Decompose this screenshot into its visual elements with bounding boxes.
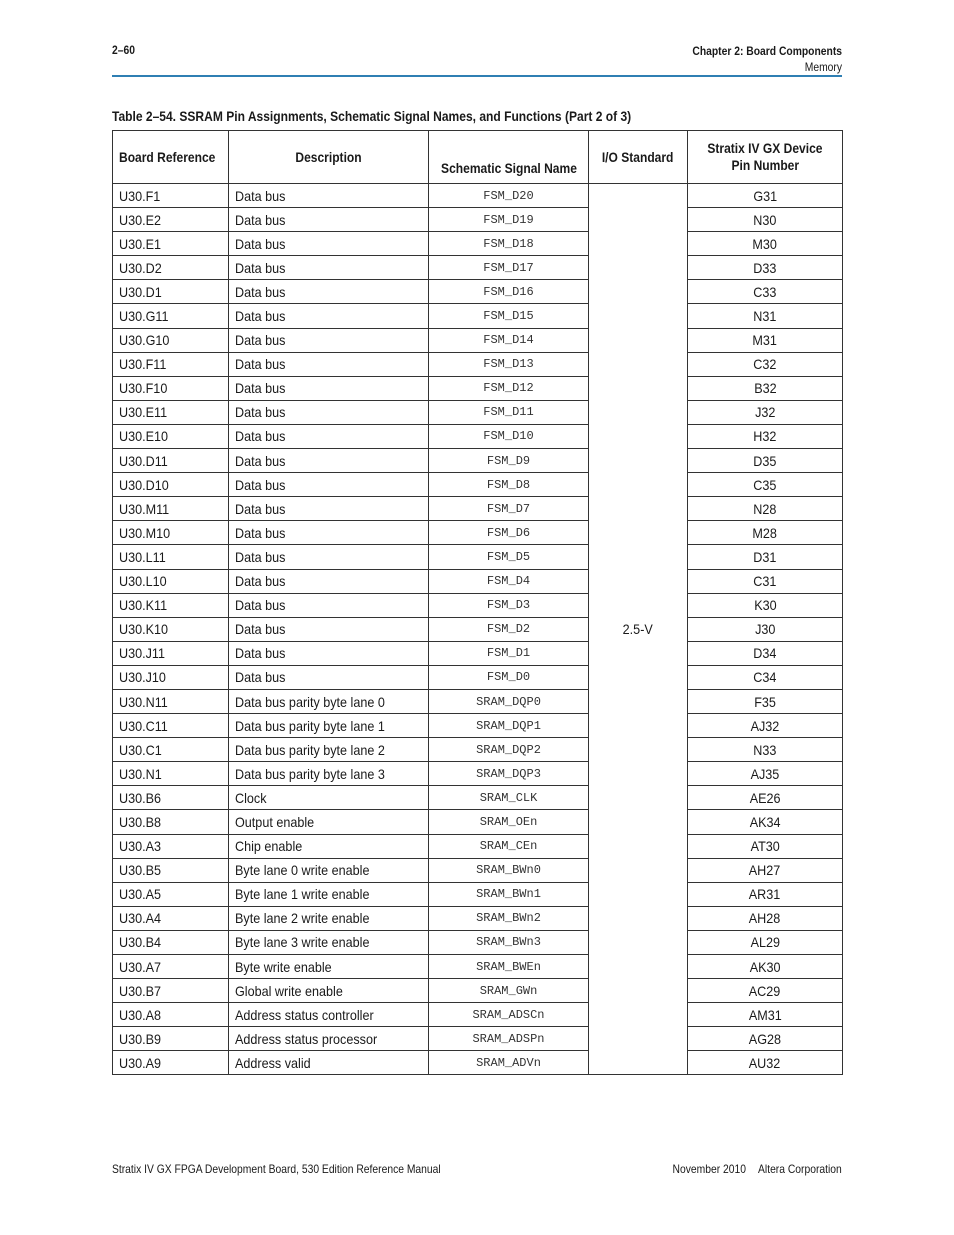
footer-date: November 2010 bbox=[672, 1162, 747, 1176]
table-row bbox=[113, 882, 843, 906]
description-cell: Byte lane 1 write enable bbox=[229, 882, 429, 906]
board-reference-cell: U30.D11 bbox=[113, 449, 229, 473]
signal-name-cell: FSM_D6 bbox=[429, 521, 589, 545]
description-cell: Data bus parity byte lane 3 bbox=[229, 762, 429, 786]
table-row bbox=[113, 617, 843, 641]
table-row bbox=[113, 665, 843, 689]
signal-name-cell: FSM_D4 bbox=[429, 569, 589, 593]
table-row bbox=[113, 497, 843, 521]
board-reference-cell: U30.D1 bbox=[113, 280, 229, 304]
description-cell: Data bus bbox=[229, 521, 429, 545]
table-row bbox=[113, 328, 843, 352]
pin-number-cell: D34 bbox=[688, 641, 843, 665]
signal-name-cell: FSM_D18 bbox=[429, 232, 589, 256]
board-reference-cell: U30.L10 bbox=[113, 569, 229, 593]
pin-number-cell: B32 bbox=[688, 376, 843, 400]
description-cell: Data bus parity byte lane 1 bbox=[229, 714, 429, 738]
description-cell: Data bus bbox=[229, 328, 429, 352]
board-reference-cell: U30.A3 bbox=[113, 834, 229, 858]
pin-number-cell: N28 bbox=[688, 497, 843, 521]
header-schematic-signal-name: Schematic Signal Name bbox=[429, 131, 589, 184]
description-cell: Byte lane 0 write enable bbox=[229, 858, 429, 882]
table-row bbox=[113, 979, 843, 1003]
table-row bbox=[113, 810, 843, 834]
board-reference-cell: U30.N1 bbox=[113, 762, 229, 786]
board-reference-cell: U30.L11 bbox=[113, 545, 229, 569]
board-reference-cell: U30.G11 bbox=[113, 304, 229, 328]
table-row bbox=[113, 930, 843, 954]
table-row bbox=[113, 400, 843, 424]
chapter-title: Chapter 2: Board Components bbox=[692, 44, 842, 58]
table-row bbox=[113, 569, 843, 593]
board-reference-cell: U30.K10 bbox=[113, 617, 229, 641]
board-reference-cell: U30.B4 bbox=[113, 930, 229, 954]
table-row bbox=[113, 641, 843, 665]
table-header-row bbox=[113, 131, 843, 184]
pin-number-cell: M28 bbox=[688, 521, 843, 545]
pin-number-cell: AK34 bbox=[688, 810, 843, 834]
table-row bbox=[113, 762, 843, 786]
table-row bbox=[113, 689, 843, 713]
description-cell: Data bus parity byte lane 2 bbox=[229, 738, 429, 762]
table-row bbox=[113, 1051, 843, 1075]
pin-number-cell: D35 bbox=[688, 449, 843, 473]
signal-name-cell: FSM_D14 bbox=[429, 328, 589, 352]
table-row bbox=[113, 786, 843, 810]
signal-name-cell: FSM_D2 bbox=[429, 617, 589, 641]
pin-number-cell: AT30 bbox=[688, 834, 843, 858]
board-reference-cell: U30.C11 bbox=[113, 714, 229, 738]
pin-number-cell: AK30 bbox=[688, 955, 843, 979]
description-cell: Data bus bbox=[229, 280, 429, 304]
description-cell: Data bus bbox=[229, 665, 429, 689]
pin-number-cell: F35 bbox=[688, 689, 843, 713]
board-reference-cell: U30.M11 bbox=[113, 497, 229, 521]
section-title: Memory bbox=[804, 60, 842, 74]
board-reference-cell: U30.E11 bbox=[113, 400, 229, 424]
board-reference-cell: U30.G10 bbox=[113, 328, 229, 352]
table-row bbox=[113, 208, 843, 232]
board-reference-cell: U30.F11 bbox=[113, 352, 229, 376]
board-reference-cell: U30.J10 bbox=[113, 665, 229, 689]
table-row bbox=[113, 545, 843, 569]
table-row bbox=[113, 352, 843, 376]
table-row bbox=[113, 714, 843, 738]
board-reference-cell: U30.F10 bbox=[113, 376, 229, 400]
table-row bbox=[113, 232, 843, 256]
description-cell: Data bus parity byte lane 0 bbox=[229, 689, 429, 713]
description-cell: Data bus bbox=[229, 304, 429, 328]
pin-number-cell: H32 bbox=[688, 424, 843, 448]
table-row bbox=[113, 256, 843, 280]
board-reference-cell: U30.B9 bbox=[113, 1027, 229, 1051]
signal-name-cell: SRAM_DQP3 bbox=[429, 762, 589, 786]
pin-number-cell: AH28 bbox=[688, 906, 843, 930]
table-row bbox=[113, 424, 843, 448]
signal-name-cell: FSM_D9 bbox=[429, 449, 589, 473]
description-cell: Chip enable bbox=[229, 834, 429, 858]
pin-number-cell: AM31 bbox=[688, 1003, 843, 1027]
table-row bbox=[113, 955, 843, 979]
description-cell: Data bus bbox=[229, 617, 429, 641]
signal-name-cell: SRAM_ADSPn bbox=[429, 1027, 589, 1051]
pin-number-cell: C35 bbox=[688, 473, 843, 497]
signal-name-cell: FSM_D15 bbox=[429, 304, 589, 328]
signal-name-cell: FSM_D13 bbox=[429, 352, 589, 376]
pin-number-cell: AR31 bbox=[688, 882, 843, 906]
pin-number-cell: AU32 bbox=[688, 1051, 843, 1075]
description-cell: Address status processor bbox=[229, 1027, 429, 1051]
pin-number-cell: G31 bbox=[688, 184, 843, 208]
pin-number-cell: C33 bbox=[688, 280, 843, 304]
table-row bbox=[113, 473, 843, 497]
board-reference-cell: U30.A9 bbox=[113, 1051, 229, 1075]
table-row bbox=[113, 593, 843, 617]
signal-name-cell: SRAM_BWEn bbox=[429, 955, 589, 979]
pin-number-cell: AH27 bbox=[688, 858, 843, 882]
page-number: 2–60 bbox=[112, 43, 135, 57]
board-reference-cell: U30.A7 bbox=[113, 955, 229, 979]
board-reference-cell: U30.B5 bbox=[113, 858, 229, 882]
signal-name-cell: FSM_D20 bbox=[429, 184, 589, 208]
pin-number-cell: AL29 bbox=[688, 930, 843, 954]
description-cell: Data bus bbox=[229, 473, 429, 497]
table-body bbox=[113, 184, 843, 1075]
table-row bbox=[113, 738, 843, 762]
signal-name-cell: FSM_D8 bbox=[429, 473, 589, 497]
table-row bbox=[113, 280, 843, 304]
signal-name-cell: FSM_D1 bbox=[429, 641, 589, 665]
table-row bbox=[113, 1027, 843, 1051]
pin-number-cell: C31 bbox=[688, 569, 843, 593]
footer-company: Altera Corporation bbox=[758, 1162, 842, 1176]
table-row bbox=[113, 834, 843, 858]
signal-name-cell: FSM_D16 bbox=[429, 280, 589, 304]
running-header bbox=[692, 43, 842, 75]
pin-number-cell: J30 bbox=[688, 617, 843, 641]
header-divider bbox=[112, 75, 842, 77]
board-reference-cell: U30.B8 bbox=[113, 810, 229, 834]
description-cell: Clock bbox=[229, 786, 429, 810]
signal-name-cell: SRAM_ADSCn bbox=[429, 1003, 589, 1027]
signal-name-cell: FSM_D7 bbox=[429, 497, 589, 521]
pin-number-cell: N33 bbox=[688, 738, 843, 762]
board-reference-cell: U30.D2 bbox=[113, 256, 229, 280]
table-row bbox=[113, 858, 843, 882]
description-cell: Data bus bbox=[229, 376, 429, 400]
board-reference-cell: U30.A5 bbox=[113, 882, 229, 906]
description-cell: Data bus bbox=[229, 497, 429, 521]
board-reference-cell: U30.D10 bbox=[113, 473, 229, 497]
signal-name-cell: SRAM_GWn bbox=[429, 979, 589, 1003]
pin-number-cell: AJ35 bbox=[688, 762, 843, 786]
board-reference-cell: U30.J11 bbox=[113, 641, 229, 665]
table-row bbox=[113, 1003, 843, 1027]
signal-name-cell: SRAM_BWn2 bbox=[429, 906, 589, 930]
signal-name-cell: SRAM_ADVn bbox=[429, 1051, 589, 1075]
description-cell: Address valid bbox=[229, 1051, 429, 1075]
header-pin-number: Stratix IV GX Device Pin Number bbox=[688, 131, 843, 184]
signal-name-cell: SRAM_BWn0 bbox=[429, 858, 589, 882]
board-reference-cell: U30.A8 bbox=[113, 1003, 229, 1027]
table-row bbox=[113, 304, 843, 328]
description-cell: Output enable bbox=[229, 810, 429, 834]
table-row bbox=[113, 376, 843, 400]
signal-name-cell: SRAM_DQP1 bbox=[429, 714, 589, 738]
table-caption: Table 2–54. SSRAM Pin Assignments, Schematic Signal Names, and Functions (Part 2 of 3) bbox=[112, 108, 632, 124]
signal-name-cell: SRAM_OEn bbox=[429, 810, 589, 834]
description-cell: Global write enable bbox=[229, 979, 429, 1003]
signal-name-cell: SRAM_DQP2 bbox=[429, 738, 589, 762]
board-reference-cell: U30.E2 bbox=[113, 208, 229, 232]
description-cell: Data bus bbox=[229, 424, 429, 448]
board-reference-cell: U30.E1 bbox=[113, 232, 229, 256]
pin-number-cell: D33 bbox=[688, 256, 843, 280]
signal-name-cell: FSM_D10 bbox=[429, 424, 589, 448]
signal-name-cell: FSM_D5 bbox=[429, 545, 589, 569]
description-cell: Byte lane 3 write enable bbox=[229, 930, 429, 954]
description-cell: Data bus bbox=[229, 641, 429, 665]
board-reference-cell: U30.C1 bbox=[113, 738, 229, 762]
signal-name-cell: FSM_D3 bbox=[429, 593, 589, 617]
signal-name-cell: FSM_D11 bbox=[429, 400, 589, 424]
board-reference-cell: U30.E10 bbox=[113, 424, 229, 448]
description-cell: Data bus bbox=[229, 232, 429, 256]
pin-number-cell: C34 bbox=[688, 665, 843, 689]
description-cell: Data bus bbox=[229, 569, 429, 593]
description-cell: Byte write enable bbox=[229, 955, 429, 979]
description-cell: Data bus bbox=[229, 352, 429, 376]
pin-number-cell: AJ32 bbox=[688, 714, 843, 738]
header-description: Description bbox=[229, 131, 429, 184]
description-cell: Byte lane 2 write enable bbox=[229, 906, 429, 930]
signal-name-cell: SRAM_CLK bbox=[429, 786, 589, 810]
signal-name-cell: FSM_D19 bbox=[429, 208, 589, 232]
pin-number-cell: K30 bbox=[688, 593, 843, 617]
board-reference-cell: U30.B7 bbox=[113, 979, 229, 1003]
pin-number-cell: J32 bbox=[688, 400, 843, 424]
table-row bbox=[113, 184, 843, 208]
pin-number-cell: AC29 bbox=[688, 979, 843, 1003]
signal-name-cell: SRAM_BWn1 bbox=[429, 882, 589, 906]
footer-manual-title: Stratix IV GX FPGA Development Board, 530 Edition Reference Manual bbox=[112, 1162, 441, 1176]
signal-name-cell: FSM_D17 bbox=[429, 256, 589, 280]
board-reference-cell: U30.F1 bbox=[113, 184, 229, 208]
pin-number-cell: AE26 bbox=[688, 786, 843, 810]
header-board-reference: Board Reference bbox=[113, 131, 229, 184]
pin-number-cell: C32 bbox=[688, 352, 843, 376]
io-standard-cell: 2.5-V bbox=[589, 184, 688, 1075]
table-row bbox=[113, 449, 843, 473]
description-cell: Data bus bbox=[229, 449, 429, 473]
description-cell: Address status controller bbox=[229, 1003, 429, 1027]
board-reference-cell: U30.N11 bbox=[113, 689, 229, 713]
description-cell: Data bus bbox=[229, 184, 429, 208]
description-cell: Data bus bbox=[229, 256, 429, 280]
signal-name-cell: FSM_D0 bbox=[429, 665, 589, 689]
signal-name-cell: FSM_D12 bbox=[429, 376, 589, 400]
description-cell: Data bus bbox=[229, 593, 429, 617]
pin-number-cell: AG28 bbox=[688, 1027, 843, 1051]
pin-number-cell: N30 bbox=[688, 208, 843, 232]
footer-info bbox=[673, 1162, 842, 1176]
pin-number-cell: N31 bbox=[688, 304, 843, 328]
description-cell: Data bus bbox=[229, 208, 429, 232]
description-cell: Data bus bbox=[229, 545, 429, 569]
pin-assignment-table bbox=[112, 130, 843, 1075]
header-io-standard: I/O Standard bbox=[589, 131, 688, 184]
signal-name-cell: SRAM_CEn bbox=[429, 834, 589, 858]
board-reference-cell: U30.B6 bbox=[113, 786, 229, 810]
table-row bbox=[113, 521, 843, 545]
signal-name-cell: SRAM_BWn3 bbox=[429, 930, 589, 954]
pin-number-cell: M31 bbox=[688, 328, 843, 352]
description-cell: Data bus bbox=[229, 400, 429, 424]
pin-number-cell: D31 bbox=[688, 545, 843, 569]
table-row bbox=[113, 906, 843, 930]
pin-number-cell: M30 bbox=[688, 232, 843, 256]
board-reference-cell: U30.A4 bbox=[113, 906, 229, 930]
board-reference-cell: U30.K11 bbox=[113, 593, 229, 617]
board-reference-cell: U30.M10 bbox=[113, 521, 229, 545]
signal-name-cell: SRAM_DQP0 bbox=[429, 689, 589, 713]
